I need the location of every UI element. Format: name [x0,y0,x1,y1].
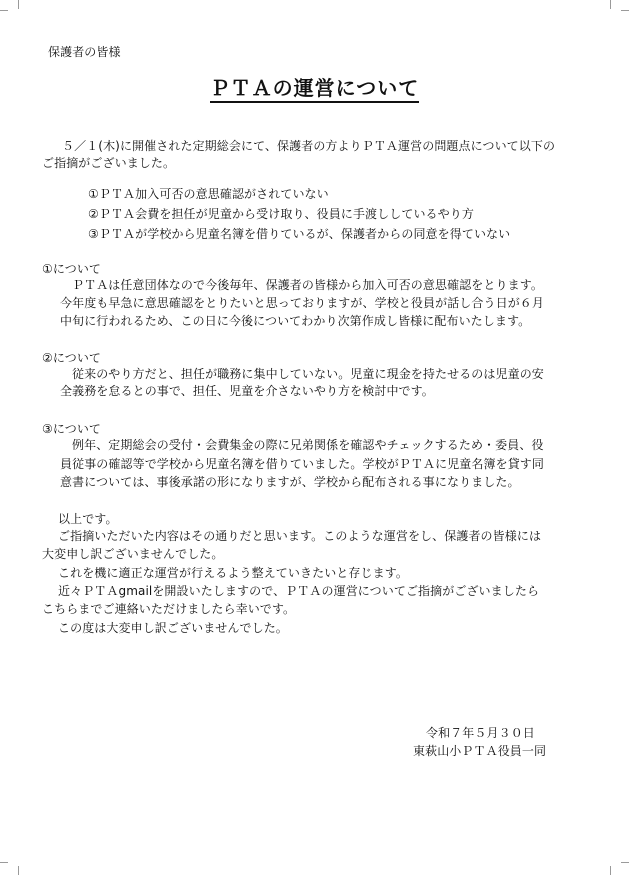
closing-line: この度は大変申し訳ございませんでした。 [58,621,288,635]
page-title: ＰＴＡの運営について [0,76,629,100]
salutation: 保護者の皆様 [48,45,121,59]
section-line: 員従事の確認等で学校から児童名簿を借りていました。学校がＰＴＡに児童名簿を貸す同 [60,457,545,471]
closing-line: こちらまでご連絡いただけましたら幸いです。 [42,602,296,616]
issue-item: ②ＰＴＡ会費を担任が児童から受け取り、役員に手渡ししているやり方 [88,207,474,221]
signature: 東萩山小ＰＴＡ役員一同 [413,744,547,758]
crop-mark [610,866,611,875]
closing-line: ご指摘いただいた内容はその通りだと思います。このような運営をし、保護者の皆様には [58,529,542,543]
issue-item: ①ＰＴＡ加入可否の意思確認がされていない [88,187,329,201]
section-line: 今年度も早急に意思確認をとりたいと思っておりますが、学校と役員が話し合う日が６月 [60,296,545,310]
section-line: 例年、定期総会の受付・会費集金の際に兄弟関係を確認やチェックするため・委員、役 [72,438,544,452]
section-line: 全義務を怠るとの事で、担任、児童を介さないやり方を検討中です。 [60,384,434,398]
section-line: 意書については、事後承諾の形になりますが、学校から配布される事になりました。 [60,475,520,489]
crop-mark [18,0,19,9]
section-heading: ③について [42,422,102,436]
document-date: 令和７年５月３０日 [426,726,535,740]
issue-item: ③ＰＴＡが学校から児童名簿を借りているが、保護者からの同意を得ていない [88,227,511,241]
closing-line: 大変申し訳ございませんでした。 [42,547,224,561]
closing-line: 以上です。 [58,512,118,526]
crop-mark [610,0,611,9]
crop-mark [0,862,8,863]
intro-line: ５／１(木)に開催された定期総会にて、保護者の方よりＰＴＡ運営の問題点について以下の [62,139,556,153]
crop-mark [621,10,629,11]
closing-line: これを機に適正な運営が行えるよう整えていきたいと存じます。 [58,566,408,580]
crop-mark [621,862,629,863]
section-heading: ②について [42,351,102,365]
closing-line: 近々ＰＴＡgmailを開設いたしますので、ＰＴＡの運営についてご指摘がございましたら [58,584,540,598]
section-line: ＰＴＡは任意団体なので今後毎年、保護者の皆様から加入可否の意思確認をとります。 [72,278,543,292]
section-line: 従来のやり方だと、担任が職務に集中していない。児童に現金を持たせるのは児童の安 [72,367,544,381]
section-heading: ①について [42,262,102,276]
section-line: 中旬に行われるため、この日に今後についてわかり次第作成し皆様に配布いたします。 [60,314,531,328]
crop-mark [0,10,8,11]
crop-mark [18,866,19,875]
intro-line: ご指摘がございました。 [42,156,176,170]
